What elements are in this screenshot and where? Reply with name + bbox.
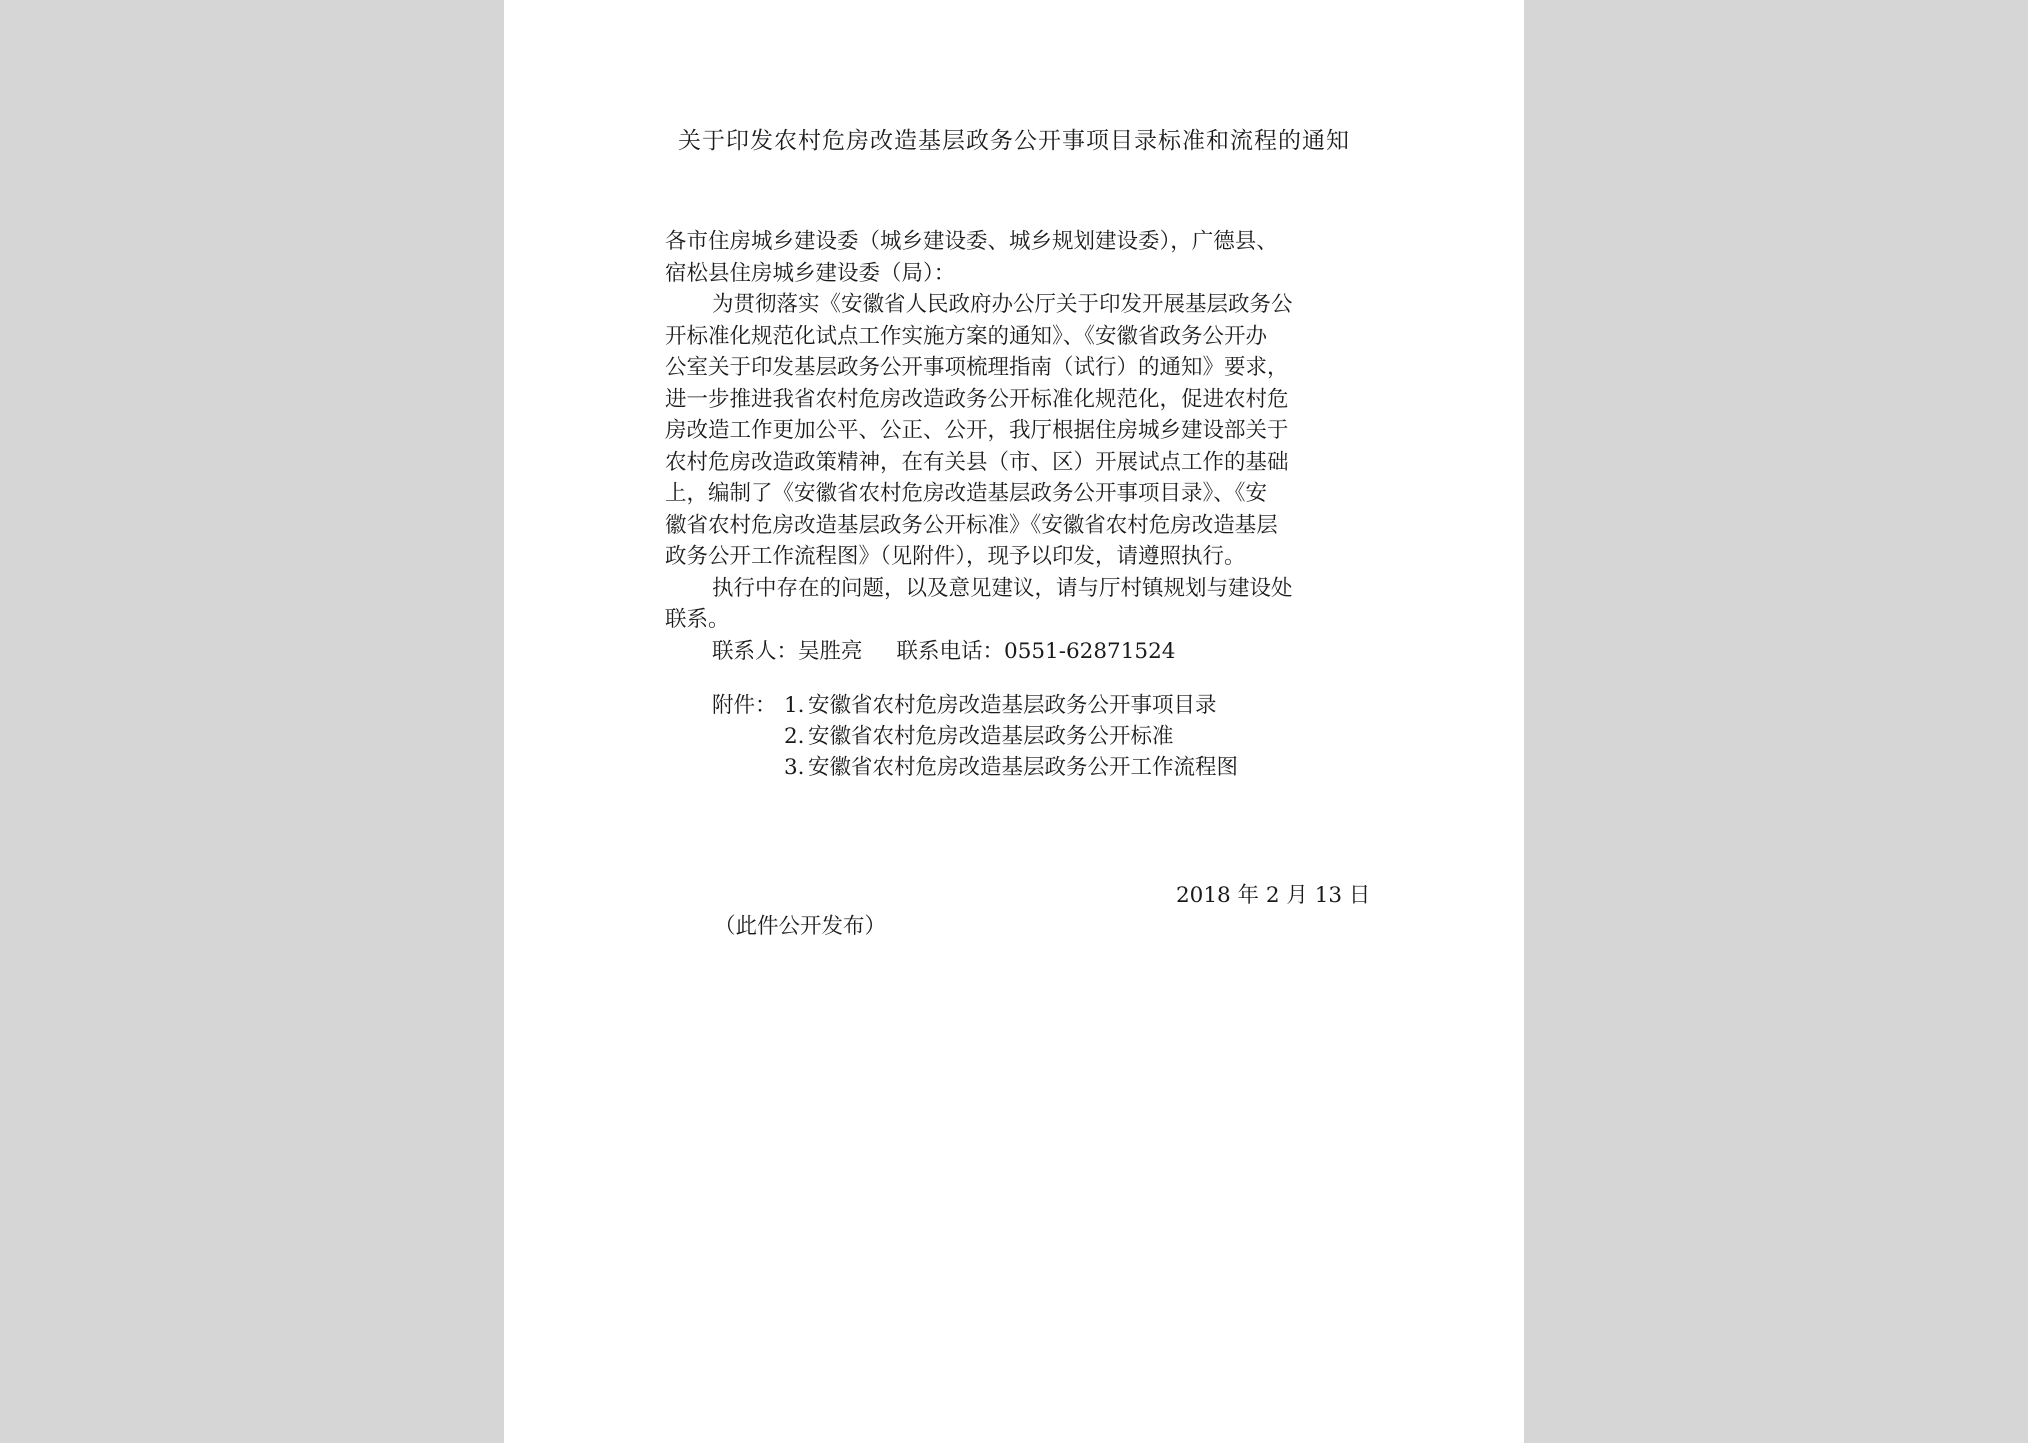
paragraph-line: 为贯彻落实《安徽省人民政府办公厅关于印发开展基层政务公 bbox=[712, 292, 1293, 317]
contact-line bbox=[665, 636, 1377, 668]
document-page bbox=[504, 0, 1524, 1443]
attachment-list bbox=[712, 690, 1238, 783]
paragraph-line: 进一步推进我省农村危房改造政务公开标准化规范化，促进农村危 bbox=[665, 386, 1289, 412]
attachment-number: 3. bbox=[784, 755, 805, 780]
paragraph-line: 徽省农村危房改造基层政务公开标准》《安徽省农村危房改造基层 bbox=[665, 512, 1278, 538]
public-release-note: （此件公开发布） bbox=[714, 914, 887, 939]
addressee bbox=[665, 226, 1377, 289]
attachment-title: 安徽省农村危房改造基层政务公开工作流程图 bbox=[808, 755, 1239, 780]
attachment-number: 2. bbox=[784, 724, 805, 749]
paragraph-line: 房改造工作更加公平、公正、公开，我厅根据住房城乡建设部关于 bbox=[665, 418, 1289, 443]
attachment-title: 安徽省农村危房改造基层政务公开标准 bbox=[808, 724, 1174, 749]
paragraph-line: 开标准化规范化试点工作实施方案的通知》、《安徽省政务公开办 bbox=[665, 323, 1268, 349]
attachment-title: 安徽省农村危房改造基层政务公开事项目录 bbox=[808, 693, 1217, 718]
paragraph-line: 政务公开工作流程图》（见附件），现予以印发，请遵照执行。 bbox=[665, 544, 1246, 569]
attachment-item bbox=[712, 752, 1238, 783]
paragraph-feedback bbox=[665, 573, 1377, 636]
contact-person: 联系人：吴胜亮 bbox=[712, 638, 863, 664]
paragraph-line: 联系。 bbox=[665, 607, 730, 632]
paragraph-line: 公室关于印发基层政务公开事项梳理指南（试行）的通知》要求， bbox=[665, 355, 1289, 380]
paragraph-line: 上，编制了《安徽省农村危房改造基层政务公开事项目录》、《安 bbox=[665, 481, 1268, 506]
issue-date: 2018 年 2 月 13 日 bbox=[1176, 883, 1371, 908]
attachment-number: 1. bbox=[784, 693, 805, 718]
attachment-item bbox=[712, 721, 1238, 752]
attachment-label: 附件： bbox=[712, 693, 777, 718]
paragraph-line: 执行中存在的问题，以及意见建议，请与厅村镇规划与建设处 bbox=[712, 575, 1293, 601]
paragraph-main bbox=[665, 289, 1377, 573]
paragraph-line: 农村危房改造政策精神，在有关县（市、区）开展试点工作的基础 bbox=[665, 449, 1289, 475]
addressee-line: 各市住房城乡建设委（城乡建设委、城乡规划建设委），广德县、 bbox=[665, 229, 1278, 254]
document-body bbox=[665, 226, 1377, 667]
addressee-line: 宿松县住房城乡建设委（局）： bbox=[665, 260, 956, 286]
attachment-item bbox=[712, 690, 1238, 721]
document-title: 关于印发农村危房改造基层政务公开事项目录标准和流程的通知 bbox=[678, 128, 1350, 154]
contact-phone: 联系电话：0551-62871524 bbox=[896, 638, 1176, 664]
